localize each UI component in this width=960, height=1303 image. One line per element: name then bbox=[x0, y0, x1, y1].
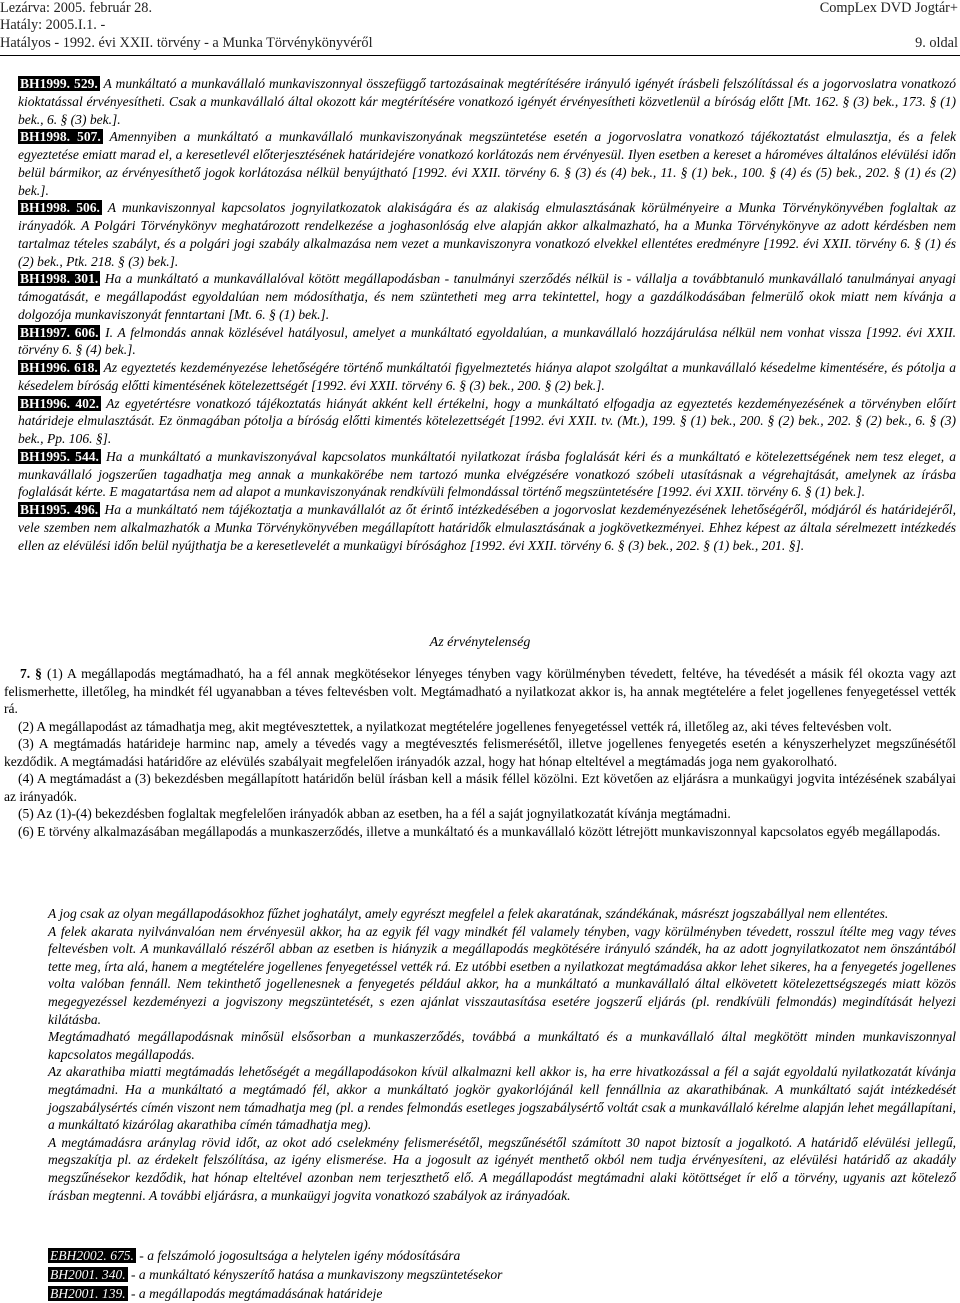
reference-item bbox=[48, 1265, 956, 1284]
decision-link[interactable]: BH1996. 402. bbox=[20, 395, 100, 411]
decision-link[interactable]: BH1995. 496. bbox=[20, 502, 99, 517]
court-decision bbox=[18, 75, 956, 128]
decision-summary: A munkaviszonnyal kapcsolatos jognyilatkozatok alakiságára és az alakiság elmulasztásának körülményeire a Munka Törvénykönyvében foglaltak az irányadók. A Polgári Törvénykönyv meghatározott rendelkezése a joghasonlóság elve alapján akkor alkalmazható, ha a Munka Törvénykönyve az adott kérdésben nem tartalmaz tételes szabályt, és a polgári jogi szabály alkalmazása nem vezet a munkaviszonyra vonatkozó elvekkel ellentétes eredményre [1992. évi XXII. törvény 6. § (1) és (2) bek., Ptk. 218. § (3) bek.]. bbox=[18, 200, 956, 269]
court-decision bbox=[18, 448, 956, 501]
decision-link[interactable]: BH1999. 529. bbox=[20, 76, 98, 91]
reference-text: - a munkáltató kényszerítő hatása a munkaviszony megszüntetésekor bbox=[127, 1267, 503, 1282]
decision-summary: Ha a munkáltató a munkaviszonyával kapcsolatos munkáltatói nyilatkozat írásba foglalását kéri és a munkáltató e kötelezettségének nem tesz eleget, a munkavállaló jogszerűen tagadhatja meg annak a munkakörébe nem tartozó munka elvégzésére vonatkozó szóbeli utasításnak a végrehajtását, amelynek az írásba foglalását kérte. E magatartása nem ad alapot a munkaviszonyának rendkívüli felmondással történő megszüntetésére [1992. évi XXII. törvény 6. § (1) bek.]. bbox=[18, 448, 956, 500]
paragraph-text: (1) A megállapodás megtámadható, ha a fél annak megkötésekor lényeges tényben vagy körülményben tévedett, feltéve, ha tévedését a másik fél okozta vagy azt felismerhette, illetőleg, ha mindkét fél ugyanabban a téves feltevésben volt. Megtámadható a nyilatkozat akkor is, ha annak megtételére a felet jogellenes fenyegetéssel vették rá. bbox=[4, 666, 957, 717]
header-closing-date: Lezárva: 2005. február 28. bbox=[0, 0, 153, 16]
commentary-paragraph: A jog csak az olyan megállapodásokhoz fűzhet joghatályt, amely egyrészt megfelel a felek akaratának, szándékának, másrészt jogszabállyal nem ellentétes. bbox=[48, 906, 889, 921]
decision-summary: I. A felmondás annak közlésével hatályosul, amelyet a munkáltató egyoldalúan, a munkavállaló hozzájárulása nélkül nem vonhat vissza [1992. évi XXII. törvény 6. § (4) bek.]. bbox=[18, 324, 956, 358]
decision-link[interactable]: BH1998. 506. bbox=[20, 200, 100, 216]
law-paragraph-2: (2) A megállapodást az támadhatja meg, akit megtévesztettek, a nyilatkozat megtételére jogellenes fenyegetéssel vették rá, illetőleg az, aki téves feltevésben volt. bbox=[18, 718, 892, 734]
header-divider bbox=[0, 55, 960, 56]
reference-item bbox=[48, 1284, 956, 1303]
court-decision bbox=[18, 128, 956, 199]
law-paragraph-4: (4) A megtámadást a (3) bekezdésben megállapított határidőn belül írásban kell a másik féllel közölni. Ezt követően az eljárásra a munkaügyi jogvita intézésének szabályai az irányadók. bbox=[4, 771, 956, 804]
commentary bbox=[48, 905, 956, 1204]
header-product-name: CompLex DVD Jogtár+ bbox=[819, 0, 958, 16]
law-paragraph-6: (6) E törvény alkalmazásában megállapodás a munkaszerződés, illetve a munkáltató és a munkavállaló között létrejött munkaviszonnyal kapcsolatos egyéb megállapodás. bbox=[18, 823, 941, 839]
reference-text: - a felszámoló jogosultsága a helytelen igény módosítására bbox=[135, 1248, 461, 1263]
reference-link[interactable]: BH2001. 139. bbox=[50, 1286, 126, 1301]
court-decision bbox=[18, 501, 956, 554]
reference-item bbox=[48, 1246, 956, 1265]
related-decisions bbox=[48, 1246, 956, 1303]
header-law-title: Hatályos - 1992. évi XXII. törvény - a Munka Törvénykönyvéről bbox=[0, 35, 373, 51]
header-effective-date: Hatály: 2005.I.1. - bbox=[0, 17, 106, 33]
commentary-paragraph: A megtámadásra aránylag rövid időt, az okot adó cselekmény felismerésétől, megszűnésétől számított 30 napot biztosít a jogalkotó. A határidő elévülési jellegű, megszakítja pl. az érdekelt felszólítása, az igény elismerése. Ha a jogosult az igényét menthető okból nem tudja érvényesíteni, az elévülési határidő az akadály megszűnésekor kezdődik, hat hónap elteltével azonban nem terjeszthető elő. A megállapodást megtámadni alaki kötöttséget ír elő a törvény, ugyanis azt kötelező írásban megtenni. A további eljárásra, a munkaügyi jogvita vonatkozó szabályok az irányadóak. bbox=[48, 1134, 956, 1203]
decision-summary: Az egyeztetés kezdeményezése lehetőségére történő munkáltatói figyelmeztetés hiánya alapot szolgáltat a munkavállaló késedelme kimentésére, és pótolja a késedelem bíróság előtti kimentésének kötelezettségét [1992. évi XXII. törvény 6. § (3) bek., 200. § (2) bek.]. bbox=[18, 360, 956, 393]
commentary-paragraph: Megtámadható megállapodásnak minősül elsősorban a munkaszerződés, továbbá a munkáltató és a munkavállaló által megkötött minden munkaviszonnyal kapcsolatos megállapodás. bbox=[48, 1029, 956, 1062]
law-paragraph-1 bbox=[4, 665, 956, 718]
decision-summary: Ha a munkáltató nem tájékoztatja a munkavállalót az őt érintő intézkedésében a jogorvoslat kezdeményezésének lehetőségéről, módjáról és határidejéről, vele szemben nem alkalmazhatók a Munka Törvénykönyvében megállapított határidők elmulasztásának a jogkövetkezményei. Ehhez képest az általa sérelmezett intézkedés ellen az elévülési időn belül nyújthatja be a keresetlevelét a munkaügyi bírósághoz [1992. évi XXII. törvény 6. § (3) bek., 202. § (1) bek., 201. §]. bbox=[18, 502, 956, 553]
page-header bbox=[0, 0, 960, 58]
reference-text: - a megállapodás megtámadásának határideje bbox=[127, 1286, 383, 1301]
reference-link[interactable]: BH2001. 340. bbox=[50, 1267, 126, 1282]
section-number: 7. § bbox=[20, 666, 42, 681]
decision-link[interactable]: BH1997. 606. bbox=[20, 324, 99, 340]
decision-summary: Amennyiben a munkáltató a munkavállaló munkaviszonyának megszüntetése esetén a jogorvoslatra vonatkozó tájékoztatást elmulasztja, és a felek egyeztetése emiatt marad el, a keresetlevél előterjesztésének határidejére vonatkozó korlátozás nem érvényesül. Ilyen esetben a kereset a hároméves általános elévülési időn belül bármikor, az érvényesíthető jogok korlátozása nélkül benyújtható [1992. évi XXII. törvény 6. § (3) és (4) bek., 11. § (1) bek., 100. § (4) és (5) bek., 202. § (1) és (2) bek.]. bbox=[18, 129, 956, 198]
law-paragraph-5: (5) Az (1)-(4) bekezdésben foglaltak megfelelően irányadók abban az esetben, ha a fél a saját jognyilatkozatát kívánja megtámadni. bbox=[18, 806, 731, 822]
decision-link[interactable]: BH1996. 618. bbox=[20, 360, 98, 375]
decision-summary: A munkáltató a munkavállaló munkaviszonnyal összefüggő tartozásainak megtérítésére irányuló igényét írásbeli felszólítással és a jogorvoslatra vonatkozó kioktatással érvényesítheti. Csak a munkavállaló által okozott kár megtérítésére vonatkozó igényét érvényesítheti közvetlenül a bíróság előtt [Mt. 162. § (3) bek., 173. § (1) bek., 6. § (3) bek.]. bbox=[18, 76, 956, 127]
decision-summary: Az egyetértésre vonatkozó tájékoztatás hiányát akként kell értékelni, hogy a munkáltató elfogadja az egyeztetés kezdeményezésének a törvényben előírt határideje elmulasztását. Ez önmagában pótolja a bíróság előtti kimentés kötelezettségét [1992. évi XXII. tv. (Mt.), 199. § (1) bek., 200. § (2) bek., 202. § (2) bek., 6. § (3) bek., Pp. 106. §]. bbox=[18, 395, 956, 446]
commentary-paragraph: Az akarathiba miatti megtámadás lehetőségét a megállapodásokon kívül alkalmazni kell akkor is, ha erre hivatkozással a fél a saját egyoldalú nyilatkozatát kívánja megtámadni. Ha a munkáltató a megtámadó fél, akkor a munkáltató jogkör gyakorlójánál kell fennállnia az akarathibának. A munkáltató saját intézkedését jogszabálysértés címén viszont nem támadhatja meg (pl. a rendes felmondás esetleges jogszabálysértő voltát csak a munkavállaló kérelme alapján lehet megállapítani, a munkáltató kizárólag akarathiba címén támadhatja meg). bbox=[48, 1064, 956, 1133]
law-text bbox=[4, 665, 956, 840]
court-decision bbox=[18, 199, 956, 270]
decision-link[interactable]: BH1995. 544. bbox=[20, 448, 99, 464]
section-heading: Az érvénytelenség bbox=[429, 635, 531, 650]
header-page-number: 9. oldal bbox=[915, 35, 958, 51]
law-paragraph-3: (3) A megtámadás határideje harminc nap, amely a tévedés vagy a megtévesztés felismerésétől, illetve jogellenes fenyegetés esetén a kényszerhelyzet megszűnésétől kezdődik. A megtámadási határidőre az elévülés szabályait megfelelően irányadók azzal, hogy hat hónap elteltével a megtámadás joga nem gyakorolható. bbox=[4, 736, 956, 769]
court-decision bbox=[18, 395, 956, 448]
decision-summary: Ha a munkáltató a munkavállalóval kötött megállapodásban - tanulmányi szerződés nélkül is - vállalja a továbbtanuló munkavállaló tanulmányai anyagi támogatását, e megállapodást egyoldalúan nem módosíthatja, és nem szüntetheti meg arra tekintettel, hogy a gazdálkodásában felmerülő okok miatt nem kívánja a dolgozója munkaviszonyát fenntartani [Mt. 6. § (1) bek.]. bbox=[18, 271, 956, 322]
court-decision bbox=[18, 359, 956, 395]
court-decisions bbox=[18, 75, 956, 554]
decision-link[interactable]: BH1998. 507. bbox=[20, 129, 101, 145]
court-decision bbox=[18, 270, 956, 323]
reference-link[interactable]: EBH2002. 675. bbox=[50, 1248, 134, 1263]
commentary-paragraph: A felek akarata nyilvánvalóan nem érvényesül akkor, ha az egyik fél vagy mindkét fél valamely tényben, vagy körülményben tévedett, rosszul ítélte meg vagy téves feltevésben volt. A munkavállaló részéről abban az esetben is hiányzik a megállapodás megkötésére irányuló szándék, ha az adott jognyilatkozatot nem önszántából tette meg, írta alá, hanem a megtételére jogellenes fenyegetéssel vették rá. Ez utóbbi esetben a nyilatkozat megtámadása akkor lehet sikeres, ha a fenyegetés jogellenes volta valóban fennáll. Nem tekinthető jogellenesnek a fenyegetés például akkor, ha a munkáltató a munkavállaló által elkövetett kötelezettségszegés miatt közös megegyezéssel kezdeményezi a jogviszony megszüntetését, s ezen ajánlat visszautasítása esetére jogszerű eljárás (pl. rendkívüli felmondás) megindítását helyezi kilátásba. bbox=[48, 923, 956, 1027]
court-decision bbox=[18, 324, 956, 360]
decision-link[interactable]: BH1998. 301. bbox=[20, 271, 99, 287]
